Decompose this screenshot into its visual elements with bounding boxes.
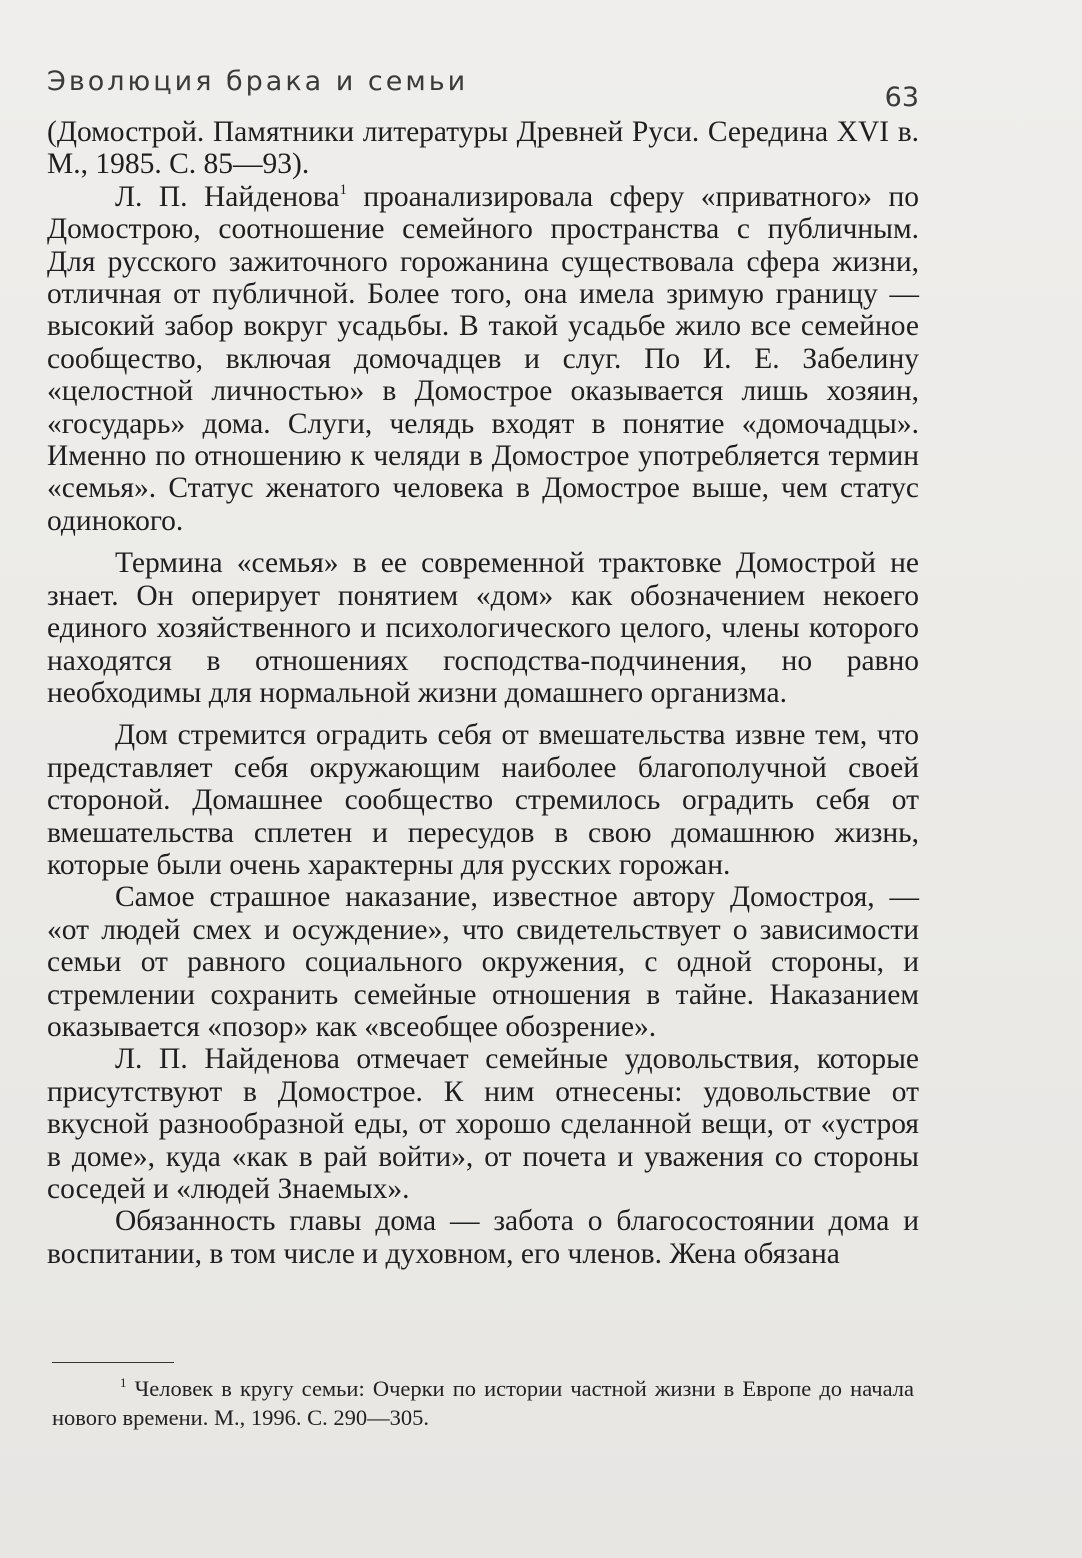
running-title: Эволюция брака и семьи	[47, 66, 469, 97]
main-text	[47, 116, 919, 1270]
paragraph-home-protection: Дом стремится оградить себя от вмешательства извне тем, что представляет себя окружающим наиболее благополучной своей стороной. Домашнее сообщество стремилось оградить себя от вмешательства сплетен и пересудов в свою домашнюю жизнь, которые были очень характерны для русских горожан.	[47, 719, 919, 881]
footnote-divider	[52, 1362, 174, 1363]
paragraph-punishment: Самое страшное наказание, известное автору Домостроя, — «от людей смех и осуждение», что свидетельствует о зависимости семьи от равного социального окружения, с одной стороны, и стремлении сохранить семейные отношения в тайне. Наказанием оказывается «позор» как «всеобщее обозрение».	[47, 881, 919, 1043]
paragraph-text: проанализировала сферу «приватного» по Домострою, соотношение семейного пространства с публичным. Для русского зажиточного горожанина существовала сфера жизни, отличная от публичной. Более того, она имела зримую границу — высокий забор вокруг усадьбы. В такой усадьбе жило все семейное сообщество, включая домочадцев и слуг. По И. Е. Забелину «целостной личностью» в Домострое оказывается лишь хозяин, «государь» дома. Слуги, челядь входят в понятие «домочадцы». Именно по отношению к челяди в Домострое употребляется термин «семья». Статус женатого человека в Домострое выше, чем статус одинокого.	[47, 180, 919, 537]
footnote-marker: 1	[120, 1375, 127, 1390]
footnote-reference: 1	[339, 181, 347, 198]
page-header	[47, 66, 919, 116]
paragraph-naidenova-analysis	[47, 181, 919, 537]
page-number: 63	[884, 82, 919, 113]
paragraph-head-duties: Обязанность главы дома — забота о благосостоянии дома и воспитании, в том числе и духовном, его членов. Жена обязана	[47, 1205, 919, 1270]
footnote-text	[52, 1374, 914, 1432]
paragraph-family-pleasures: Л. П. Найденова отмечает семейные удовольствия, которые присутствуют в Домострое. К ним отнесены: удовольствие от вкусной разнообразной еды, от хорошо сделанной вещи, от «устроя в доме», куда «как в рай войти», от почета и уважения со стороны соседей и «людей Знаемых».	[47, 1043, 919, 1205]
footnote	[52, 1374, 914, 1432]
paragraph-term-family: Термина «семья» в ее современной трактовке Домострой не знает. Он оперирует понятием «дом» как обозначением некоего единого хозяйственного и психологического целого, члены которого находятся в отношениях господства-подчинения, но равно необходимы для нормальной жизни домашнего организма.	[47, 547, 919, 709]
author-name: Л. П. Найденова	[115, 180, 340, 213]
paragraph-citation: (Домострой. Памятники литературы Древней Руси. Середина XVI в. М., 1985. С. 85—93).	[47, 116, 919, 181]
footnote-body: Человек в кругу семьи: Очерки по истории частной жизни в Европе до начала нового времени. М., 1996. С. 290—305.	[52, 1376, 914, 1430]
